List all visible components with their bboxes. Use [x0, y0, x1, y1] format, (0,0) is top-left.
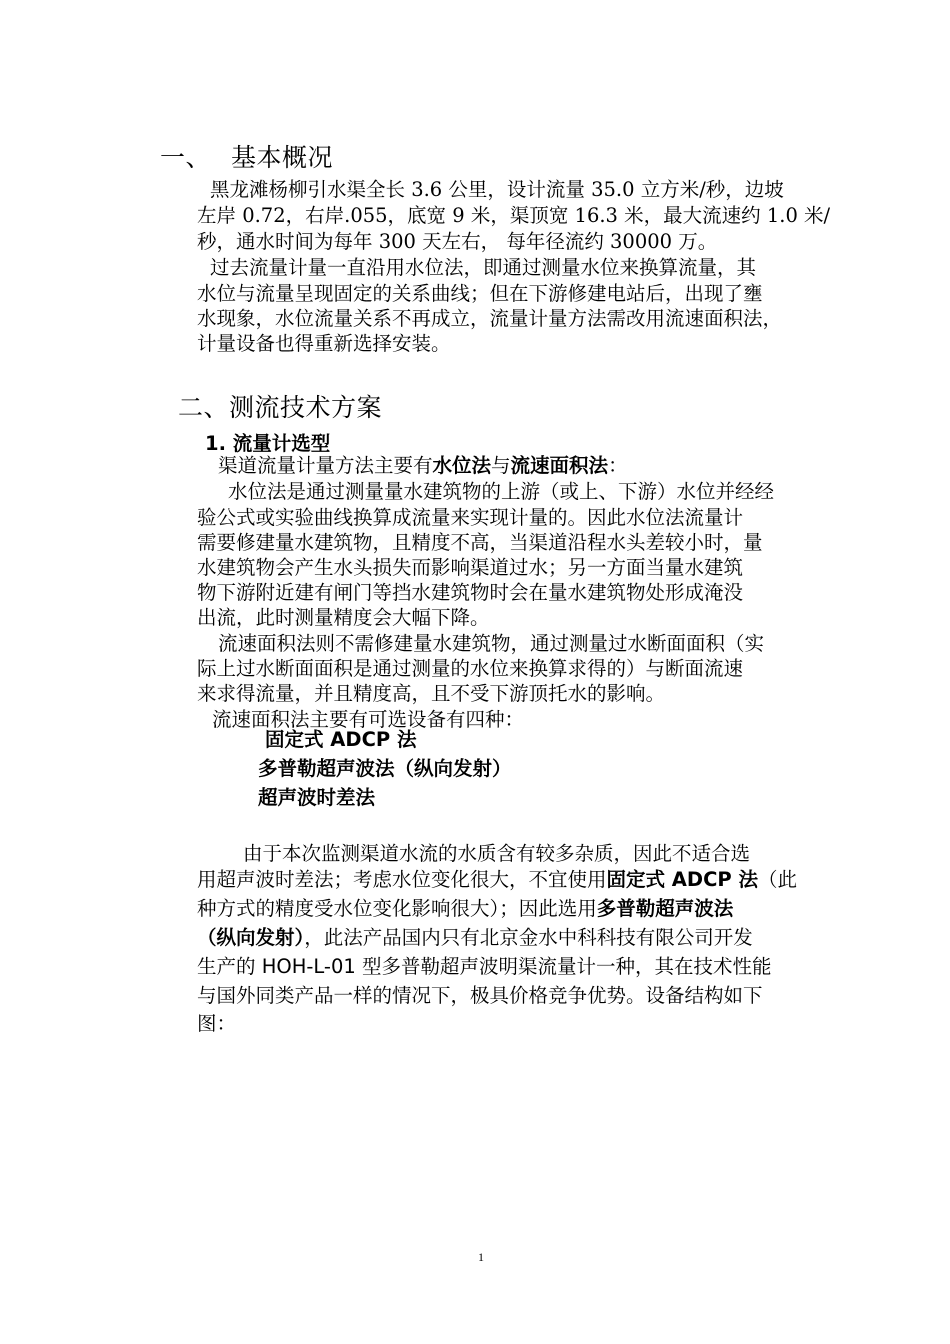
- velocity-p-line-3: 来求得流量，并且精度高，且不受下游顶托水的影响。: [197, 682, 666, 705]
- level-p-line-5: 物下游附近建有闸门等挡水建筑物时会在量水建筑物处形成淹没: [197, 581, 744, 604]
- conclusion-line-6: 与国外同类产品一样的情况下，极具价格竞争优势。设备结构如下: [197, 984, 763, 1007]
- conclusion-line-5-text: 型多普勒超声波明渠流量计一种，其在技术性能: [355, 955, 772, 978]
- conclusion-line-5: [197, 954, 772, 980]
- conclusion-line-7: 图：: [197, 1012, 237, 1035]
- conclusion-line-2: [197, 867, 797, 893]
- level-p-line-4: 水建筑物会产生水头损失而影响渠道过水；另一方面当量水建筑: [197, 556, 744, 579]
- section-1-number: 一、: [160, 143, 212, 172]
- s1-p2-line-2: 水位与流量呈现固定的关系曲线；但在下游修建电站后，出现了壅: [197, 282, 763, 305]
- conclusion-line-2-text: 用超声波时差法；考虑水位变化很大，不宜使用: [197, 868, 607, 891]
- methods-intro-line: [218, 453, 628, 479]
- s1-p2-line-1: 过去流量计量一直沿用水位法，即通过测量水位来换算流量，其: [210, 256, 757, 279]
- section-2-heading: 二、测流技术方案: [178, 393, 383, 422]
- conclusion-line-2-tail: （此: [757, 868, 797, 891]
- intro-suffix: ：: [608, 454, 628, 477]
- page-number: 1: [478, 1250, 484, 1264]
- product-model: HOH-L-01: [261, 955, 356, 978]
- method-item-transit-time: 超声波时差法: [258, 786, 376, 809]
- intro-bold-velocity-method: 流速面积法: [510, 454, 609, 477]
- conclusion-line-4-text: ，此法产品国内只有北京金水中科科技有限公司开发: [304, 926, 753, 949]
- s1-p2-line-4: 计量设备也得重新选择安装。: [197, 332, 451, 355]
- subsection-1-heading: 1. 流量计选型: [205, 432, 331, 455]
- conclusion-line-3-text: 种方式的精度受水位变化影响很大）；因此选用: [197, 897, 597, 920]
- conclusion-bold-adcp: 固定式 ADCP 法: [606, 868, 758, 891]
- method-item-doppler: 多普勒超声波法（纵向发射）: [258, 757, 512, 780]
- level-p-line-2: 验公式或实验曲线换算成流量来实现计量的。因此水位法流量计: [197, 506, 744, 529]
- s1-p1-line-2: 左岸 0.72，右岸.055，底宽 9 米，渠顶宽 16.3 米，最大流速约 1.0 米/: [197, 204, 831, 227]
- intro-bold-level-method: 水位法: [432, 454, 492, 477]
- conclusion-line-3: [197, 896, 733, 922]
- level-p-line-6: 出流，此时测量精度会大幅下降。: [197, 606, 490, 629]
- method-item-adcp: 固定式 ADCP 法: [265, 728, 417, 751]
- conclusion-line-5-prefix: 生产的: [197, 955, 262, 978]
- velocity-p-line-2: 际上过水断面面积是通过测量的水位来换算求得的）与断面流速: [197, 657, 744, 680]
- level-p-line-1: 水位法是通过测量量水建筑物的上游（或上、下游）水位并经经: [228, 480, 775, 503]
- intro-mid: 与: [491, 454, 511, 477]
- s1-p1-line-1: 黑龙滩杨柳引水渠全长 3.6 公里，设计流量 35.0 立方米/秒，边坡: [210, 178, 784, 201]
- section-1-title: 基本概况: [231, 143, 334, 172]
- velocity-p-line-1: 流速面积法则不需修建量水建筑物，通过测量过水断面面积（实: [218, 632, 765, 655]
- s1-p2-line-3: 水现象，水位流量关系不再成立，流量计量方法需改用流速面积法，: [197, 307, 783, 330]
- conclusion-bold-doppler: 多普勒超声波法: [596, 897, 734, 920]
- options-intro: 流速面积法主要有可选设备有四种：: [212, 708, 525, 731]
- conclusion-line-1: 由于本次监测渠道水流的水质含有较多杂质，因此不适合选: [243, 842, 751, 865]
- s1-p1-line-3: 秒，通水时间为每年 300 天左右， 每年径流约 30000 万。: [197, 230, 718, 253]
- intro-prefix: 渠道流量计量方法主要有: [218, 454, 433, 477]
- level-p-line-3: 需要修建量水建筑物，且精度不高，当渠道沿程水头差较小时，量: [197, 531, 763, 554]
- conclusion-line-4: [197, 925, 753, 951]
- conclusion-bold-longitudinal: （纵向发射）: [197, 926, 305, 949]
- section-1-heading: [160, 138, 333, 174]
